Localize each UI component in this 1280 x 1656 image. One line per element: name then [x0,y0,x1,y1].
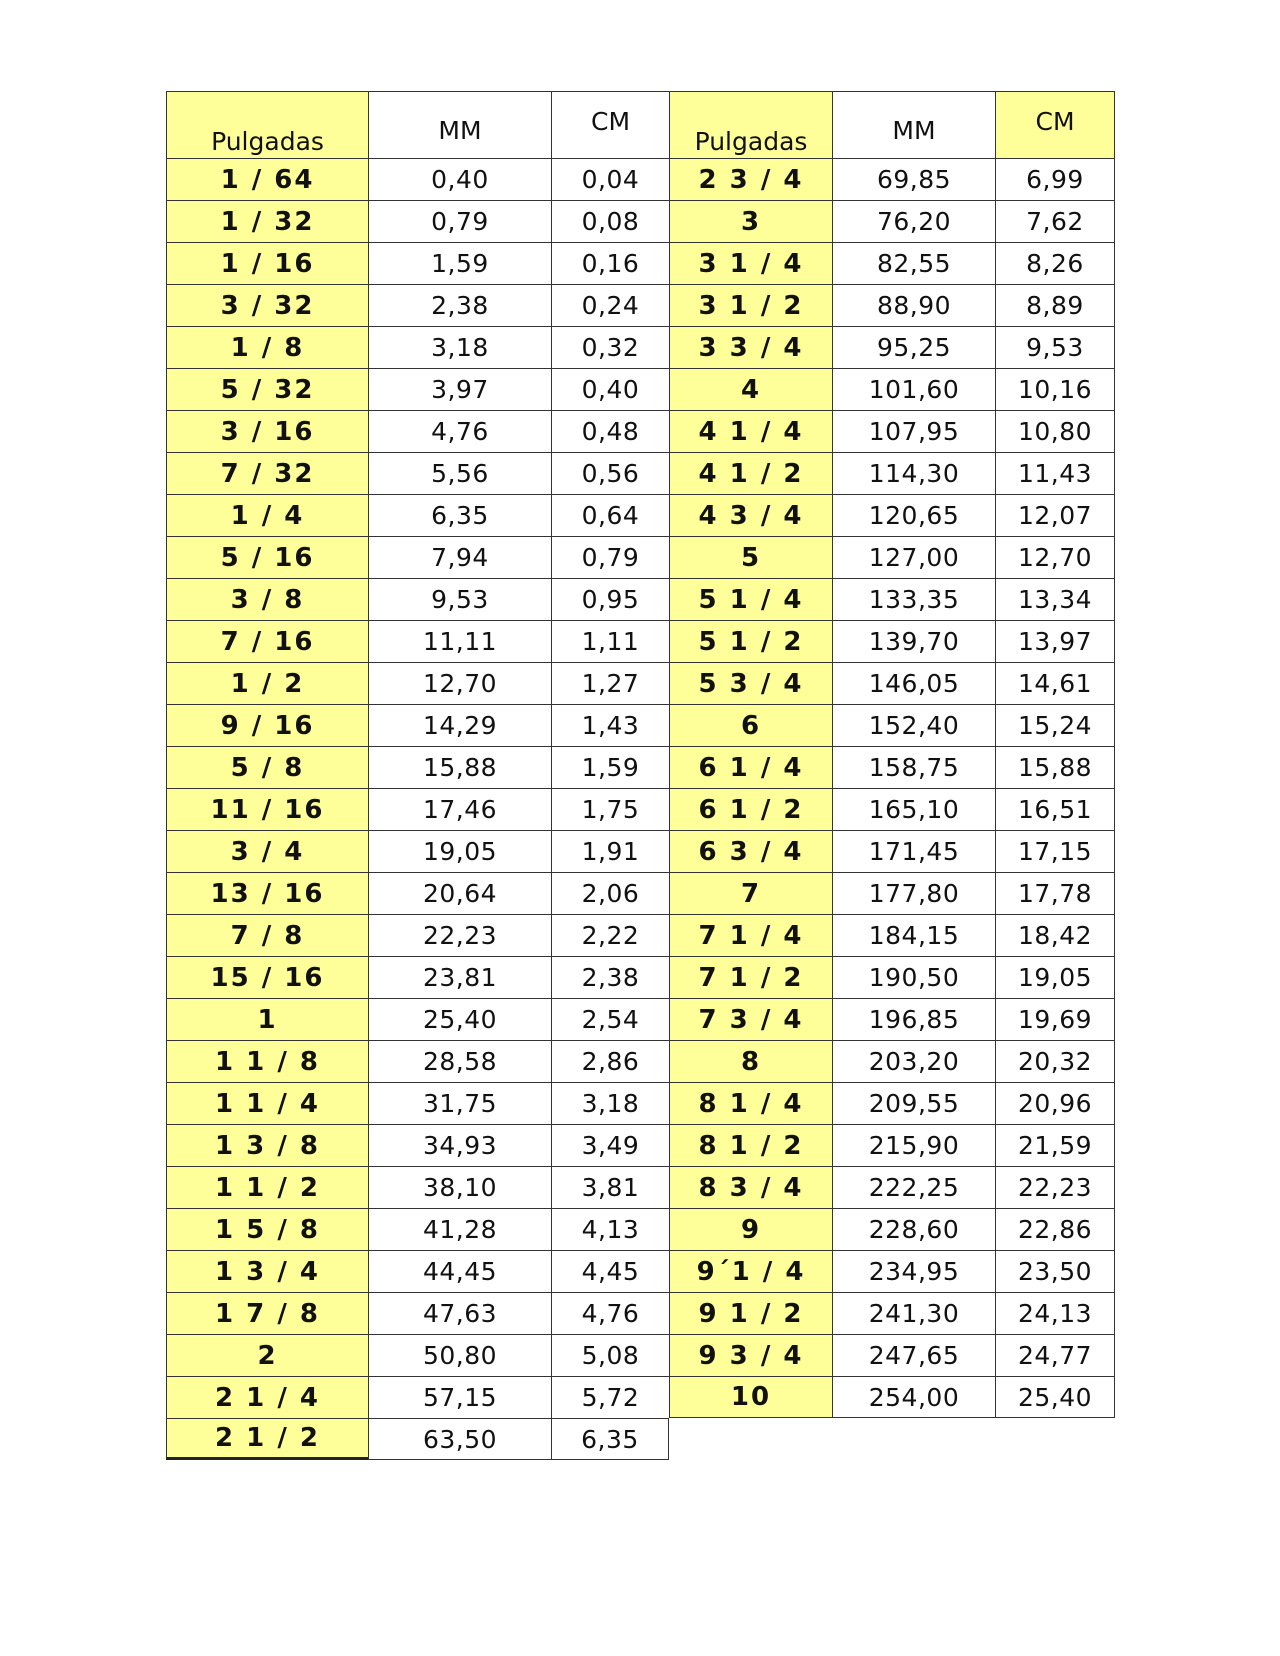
left-cm-cell: 2,54 [551,998,669,1040]
right-mm-cell: 146,05 [832,662,995,704]
left-inches-cell: 1 / 2 [166,662,368,704]
right-mm-cell: 114,30 [832,452,995,494]
left-cm-cell: 2,06 [551,872,669,914]
left-cm-cell: 2,22 [551,914,669,956]
left-inches-cell: 1 / 32 [166,200,368,242]
left-inches-cell: 1 / 16 [166,242,368,284]
right-cm-cell: 19,05 [995,956,1115,998]
right-cm-cell: 23,50 [995,1250,1115,1292]
right-inches-cell: 4 1 / 2 [669,452,832,494]
left-mm-cell: 1,59 [368,242,551,284]
left-inches-cell: 7 / 16 [166,620,368,662]
header-inches-left: Pulgadas [166,91,368,158]
left-inches-cell: 1 1 / 4 [166,1082,368,1124]
left-inches-cell: 1 3 / 4 [166,1250,368,1292]
right-mm-cell: 234,95 [832,1250,995,1292]
left-mm-cell: 23,81 [368,956,551,998]
right-inches-cell: 9 [669,1208,832,1250]
left-mm-cell: 17,46 [368,788,551,830]
left-inches-cell: 3 / 8 [166,578,368,620]
right-cm-cell: 24,77 [995,1334,1115,1376]
header-mm-left: MM [368,91,551,158]
right-mm-cell: 215,90 [832,1124,995,1166]
right-mm-cell: 241,30 [832,1292,995,1334]
left-inches-cell: 1 3 / 8 [166,1124,368,1166]
left-cm-cell: 1,59 [551,746,669,788]
left-inches-cell: 11 / 16 [166,788,368,830]
left-mm-cell: 2,38 [368,284,551,326]
right-cm-cell: 9,53 [995,326,1115,368]
left-mm-cell: 14,29 [368,704,551,746]
left-inches-cell: 2 1 / 4 [166,1376,368,1418]
left-mm-cell: 31,75 [368,1082,551,1124]
right-cm-cell: 18,42 [995,914,1115,956]
left-inches-cell: 1 / 64 [166,158,368,200]
right-inches-cell: 8 3 / 4 [669,1166,832,1208]
left-inches-cell: 13 / 16 [166,872,368,914]
left-cm-cell: 0,32 [551,326,669,368]
right-mm-cell: 190,50 [832,956,995,998]
left-cm-cell: 4,13 [551,1208,669,1250]
left-cm-cell: 4,76 [551,1292,669,1334]
right-mm-cell: 171,45 [832,830,995,872]
right-inches-cell: 8 [669,1040,832,1082]
right-inches-cell: 6 3 / 4 [669,830,832,872]
right-mm-cell: 101,60 [832,368,995,410]
right-mm-cell: 152,40 [832,704,995,746]
left-mm-cell: 15,88 [368,746,551,788]
left-mm-cell: 11,11 [368,620,551,662]
right-cm-cell: 8,26 [995,242,1115,284]
left-mm-cell: 50,80 [368,1334,551,1376]
left-cm-cell: 1,43 [551,704,669,746]
left-inches-cell: 3 / 32 [166,284,368,326]
left-mm-cell: 20,64 [368,872,551,914]
left-inches-cell: 3 / 4 [166,830,368,872]
left-inches-cell: 1 1 / 2 [166,1166,368,1208]
left-cm-cell: 0,08 [551,200,669,242]
right-inches-cell: 4 3 / 4 [669,494,832,536]
right-mm-cell: 139,70 [832,620,995,662]
right-mm-cell: 209,55 [832,1082,995,1124]
right-cm-cell: 17,15 [995,830,1115,872]
right-inches-cell: 5 [669,536,832,578]
left-mm-cell: 4,76 [368,410,551,452]
right-inches-cell: 2 3 / 4 [669,158,832,200]
right-cm-cell: 11,43 [995,452,1115,494]
left-cm-cell: 0,64 [551,494,669,536]
left-mm-cell: 3,18 [368,326,551,368]
left-mm-cell: 19,05 [368,830,551,872]
right-cm-cell: 19,69 [995,998,1115,1040]
right-inches-cell: 7 [669,872,832,914]
left-mm-cell: 38,10 [368,1166,551,1208]
right-mm-cell: 107,95 [832,410,995,452]
right-inches-cell: 4 [669,368,832,410]
left-inches-cell: 1 1 / 8 [166,1040,368,1082]
left-inches-cell: 5 / 8 [166,746,368,788]
left-cm-cell: 1,11 [551,620,669,662]
right-cm-cell: 22,23 [995,1166,1115,1208]
left-inches-cell: 1 / 4 [166,494,368,536]
right-cm-cell: 6,99 [995,158,1115,200]
left-cm-cell: 2,38 [551,956,669,998]
right-inches-cell: 6 1 / 4 [669,746,832,788]
header-cm-right: CM [995,91,1115,158]
right-mm-cell: 88,90 [832,284,995,326]
left-mm-cell: 34,93 [368,1124,551,1166]
right-inches-cell: 9 1 / 2 [669,1292,832,1334]
left-inches-cell: 2 [166,1334,368,1376]
header-cm-left: CM [551,91,669,158]
left-inches-cell: 15 / 16 [166,956,368,998]
right-mm-cell: 222,25 [832,1166,995,1208]
left-mm-cell: 0,40 [368,158,551,200]
right-mm-cell: 165,10 [832,788,995,830]
left-mm-cell: 57,15 [368,1376,551,1418]
left-cm-cell: 6,35 [551,1418,669,1460]
left-cm-cell: 3,18 [551,1082,669,1124]
right-inches-cell: 3 [669,200,832,242]
left-cm-cell: 0,48 [551,410,669,452]
left-cm-cell: 1,91 [551,830,669,872]
left-cm-cell: 3,81 [551,1166,669,1208]
right-cm-cell: 15,88 [995,746,1115,788]
left-mm-cell: 44,45 [368,1250,551,1292]
left-cm-cell: 1,27 [551,662,669,704]
left-mm-cell: 63,50 [368,1418,551,1460]
right-inches-cell: 3 1 / 4 [669,242,832,284]
left-inches-cell: 7 / 32 [166,452,368,494]
left-inches-cell: 1 5 / 8 [166,1208,368,1250]
left-inches-cell: 3 / 16 [166,410,368,452]
left-cm-cell: 5,08 [551,1334,669,1376]
left-mm-cell: 12,70 [368,662,551,704]
right-cm-cell: 17,78 [995,872,1115,914]
left-cm-cell: 0,40 [551,368,669,410]
header-inches-right: Pulgadas [669,91,832,158]
left-inches-cell: 1 7 / 8 [166,1292,368,1334]
left-cm-cell: 0,79 [551,536,669,578]
right-cm-cell: 12,07 [995,494,1115,536]
left-inches-cell: 1 / 8 [166,326,368,368]
right-mm-cell: 76,20 [832,200,995,242]
left-inches-cell: 1 [166,998,368,1040]
right-inches-cell: 4 1 / 4 [669,410,832,452]
header-mm-right: MM [832,91,995,158]
right-cm-cell: 16,51 [995,788,1115,830]
left-cm-cell: 0,16 [551,242,669,284]
right-mm-cell: 127,00 [832,536,995,578]
right-inches-cell: 10 [669,1376,832,1418]
left-mm-cell: 0,79 [368,200,551,242]
left-mm-cell: 25,40 [368,998,551,1040]
right-mm-cell: 158,75 [832,746,995,788]
left-cm-cell: 4,45 [551,1250,669,1292]
right-inches-cell: 5 3 / 4 [669,662,832,704]
right-mm-cell: 82,55 [832,242,995,284]
left-cm-cell: 1,75 [551,788,669,830]
left-mm-cell: 5,56 [368,452,551,494]
right-mm-cell: 203,20 [832,1040,995,1082]
left-cm-cell: 0,04 [551,158,669,200]
right-inches-cell: 3 1 / 2 [669,284,832,326]
right-mm-cell: 247,65 [832,1334,995,1376]
right-cm-cell: 20,96 [995,1082,1115,1124]
right-mm-cell: 184,15 [832,914,995,956]
left-mm-cell: 7,94 [368,536,551,578]
left-mm-cell: 41,28 [368,1208,551,1250]
right-inches-cell: 7 3 / 4 [669,998,832,1040]
right-mm-cell: 133,35 [832,578,995,620]
right-cm-cell: 22,86 [995,1208,1115,1250]
right-cm-cell: 12,70 [995,536,1115,578]
right-cm-cell: 24,13 [995,1292,1115,1334]
right-inches-cell: 7 1 / 4 [669,914,832,956]
right-cm-cell: 25,40 [995,1376,1115,1418]
right-cm-cell: 13,97 [995,620,1115,662]
right-cm-cell: 13,34 [995,578,1115,620]
right-mm-cell: 177,80 [832,872,995,914]
right-inches-cell: 6 [669,704,832,746]
right-mm-cell: 196,85 [832,998,995,1040]
left-inches-cell: 5 / 16 [166,536,368,578]
right-inches-cell: 9´1 / 4 [669,1250,832,1292]
right-cm-cell: 10,80 [995,410,1115,452]
right-inches-cell: 5 1 / 2 [669,620,832,662]
left-inches-cell: 7 / 8 [166,914,368,956]
right-cm-cell: 10,16 [995,368,1115,410]
right-inches-cell: 5 1 / 4 [669,578,832,620]
right-cm-cell: 7,62 [995,200,1115,242]
right-cm-cell: 8,89 [995,284,1115,326]
left-cm-cell: 0,95 [551,578,669,620]
right-mm-cell: 254,00 [832,1376,995,1418]
left-cm-cell: 3,49 [551,1124,669,1166]
right-inches-cell: 7 1 / 2 [669,956,832,998]
right-mm-cell: 69,85 [832,158,995,200]
right-cm-cell: 15,24 [995,704,1115,746]
right-cm-cell: 21,59 [995,1124,1115,1166]
left-inches-cell: 5 / 32 [166,368,368,410]
left-cm-cell: 5,72 [551,1376,669,1418]
left-mm-cell: 3,97 [368,368,551,410]
left-mm-cell: 47,63 [368,1292,551,1334]
right-inches-cell: 8 1 / 2 [669,1124,832,1166]
right-inches-cell: 3 3 / 4 [669,326,832,368]
left-mm-cell: 28,58 [368,1040,551,1082]
right-mm-cell: 120,65 [832,494,995,536]
right-mm-cell: 228,60 [832,1208,995,1250]
right-cm-cell: 14,61 [995,662,1115,704]
right-cm-cell: 20,32 [995,1040,1115,1082]
right-mm-cell: 95,25 [832,326,995,368]
left-inches-cell: 2 1 / 2 [166,1418,368,1460]
right-inches-cell: 6 1 / 2 [669,788,832,830]
right-inches-cell: 8 1 / 4 [669,1082,832,1124]
left-mm-cell: 22,23 [368,914,551,956]
left-mm-cell: 9,53 [368,578,551,620]
left-inches-cell: 9 / 16 [166,704,368,746]
left-cm-cell: 0,24 [551,284,669,326]
left-cm-cell: 0,56 [551,452,669,494]
left-mm-cell: 6,35 [368,494,551,536]
right-inches-cell: 9 3 / 4 [669,1334,832,1376]
left-cm-cell: 2,86 [551,1040,669,1082]
